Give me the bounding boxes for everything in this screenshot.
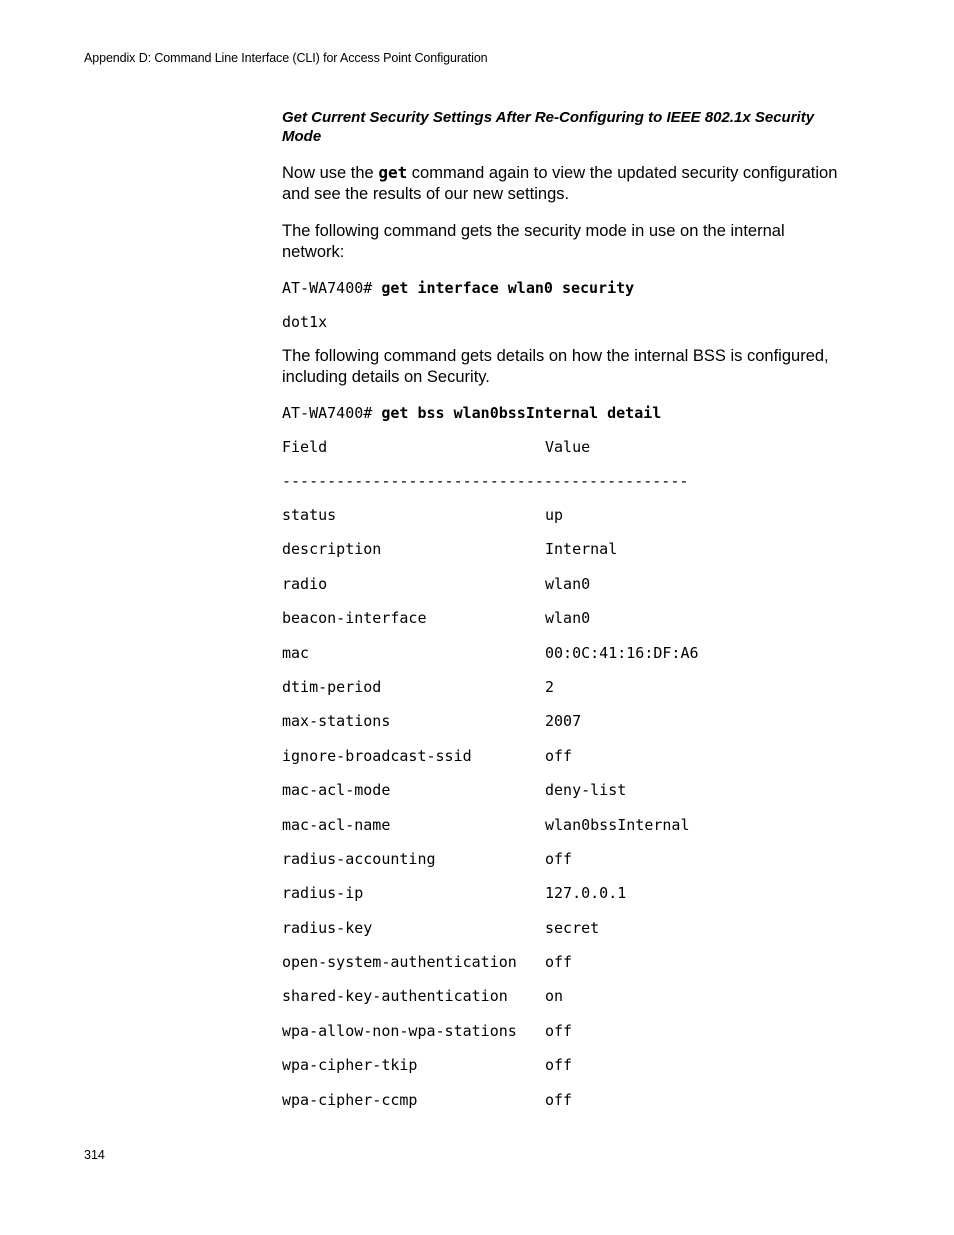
table-cell-field: max-stations	[282, 712, 391, 731]
table-cell-field: ignore-broadcast-ssid	[282, 746, 472, 765]
cli-command: get interface wlan0 security	[381, 279, 635, 297]
table-row	[282, 1090, 842, 1110]
table-cell-field: beacon-interface	[282, 609, 427, 628]
cli-prompt: AT-WA7400#	[282, 279, 382, 297]
table-cell-value: deny-list	[545, 781, 627, 800]
table-row	[282, 539, 842, 559]
security-mode-paragraph: The following command gets the security mode in use on the internal network:	[282, 222, 785, 261]
table-cell-value: 2007	[545, 712, 582, 731]
table-cell-value: 2	[545, 677, 555, 696]
table-row	[282, 815, 842, 835]
table-cell-field: status	[282, 506, 337, 524]
table-row	[282, 608, 842, 628]
table-row	[282, 780, 842, 800]
running-header: Appendix D: Command Line Interface (CLI) for Access Point Configuration	[84, 51, 488, 65]
cli-command: get bss wlan0bssInternal detail	[381, 404, 662, 422]
table-cell-value: wlan0	[545, 609, 591, 628]
table-cell-field: open-system-authentication	[282, 953, 517, 972]
intro-text-before: Now use the	[282, 164, 379, 182]
table-cell-field: radius-accounting	[282, 849, 436, 868]
table-header-value: Value	[545, 438, 591, 456]
table-row	[282, 505, 842, 525]
table-cell-field: mac-acl-mode	[282, 781, 391, 800]
table-header-row	[282, 437, 842, 457]
table-row	[282, 711, 842, 731]
table-cell-field: description	[282, 540, 382, 559]
table-cell-value: off	[545, 849, 573, 868]
table-row	[282, 952, 842, 972]
table-row	[282, 1021, 842, 1041]
table-cell-field: shared-key-authentication	[282, 987, 508, 1006]
table-row	[282, 849, 842, 869]
cli-output-security: dot1x	[282, 313, 328, 331]
table-cell-value: off	[545, 1056, 573, 1075]
table-cell-value: off	[545, 1090, 573, 1109]
cli-command-line-1	[282, 278, 842, 298]
table-cell-value: Internal	[545, 540, 618, 559]
cli-prompt: AT-WA7400#	[282, 404, 382, 422]
table-cell-field: dtim-period	[282, 677, 382, 696]
table-cell-field: radius-ip	[282, 884, 364, 903]
table-cell-field: mac	[282, 643, 310, 662]
table-body	[282, 505, 842, 1110]
section-title: Get Current Security Settings After Re-Configuring to IEEE 802.1x Security Mode	[282, 109, 815, 145]
table-cell-value: 127.0.0.1	[545, 884, 627, 903]
table-row	[282, 1055, 842, 1075]
cli-command-line-2	[282, 403, 842, 423]
page-number: 314	[84, 1148, 105, 1162]
table-row	[282, 677, 842, 697]
intro-paragraph	[282, 163, 842, 204]
table-cell-value: off	[545, 953, 573, 972]
table-cell-value: off	[545, 746, 573, 765]
table-cell-field: radio	[282, 574, 328, 593]
table-cell-field: mac-acl-name	[282, 815, 391, 834]
table-row	[282, 574, 842, 594]
table-row	[282, 746, 842, 766]
inline-command-get: get	[378, 163, 408, 182]
table-row	[282, 883, 842, 903]
table-row	[282, 918, 842, 938]
table-divider: ---------------------------------------------	[282, 472, 689, 490]
intro-text-after: command again to view the updated security configuration and see the results of our new settings.	[282, 164, 838, 203]
table-row	[282, 643, 842, 663]
table-cell-value: on	[545, 987, 564, 1006]
table-cell-value: wlan0bssInternal	[545, 815, 690, 834]
table-cell-value: 00:0C:41:16:DF:A6	[545, 643, 699, 662]
table-header-field: Field	[282, 438, 328, 456]
table-cell-field: wpa-cipher-ccmp	[282, 1090, 418, 1109]
table-cell-value: off	[545, 1021, 573, 1040]
table-cell-field: radius-key	[282, 918, 373, 937]
table-cell-value: wlan0	[545, 574, 591, 593]
table-cell-field: wpa-allow-non-wpa-stations	[282, 1021, 517, 1040]
table-cell-value: up	[545, 506, 564, 524]
table-row	[282, 986, 842, 1006]
page-content	[282, 108, 842, 1110]
bss-paragraph: The following command gets details on how the internal BSS is configured, including details on Security.	[282, 347, 829, 386]
table-cell-field: wpa-cipher-tkip	[282, 1056, 418, 1075]
table-cell-value: secret	[545, 918, 600, 937]
